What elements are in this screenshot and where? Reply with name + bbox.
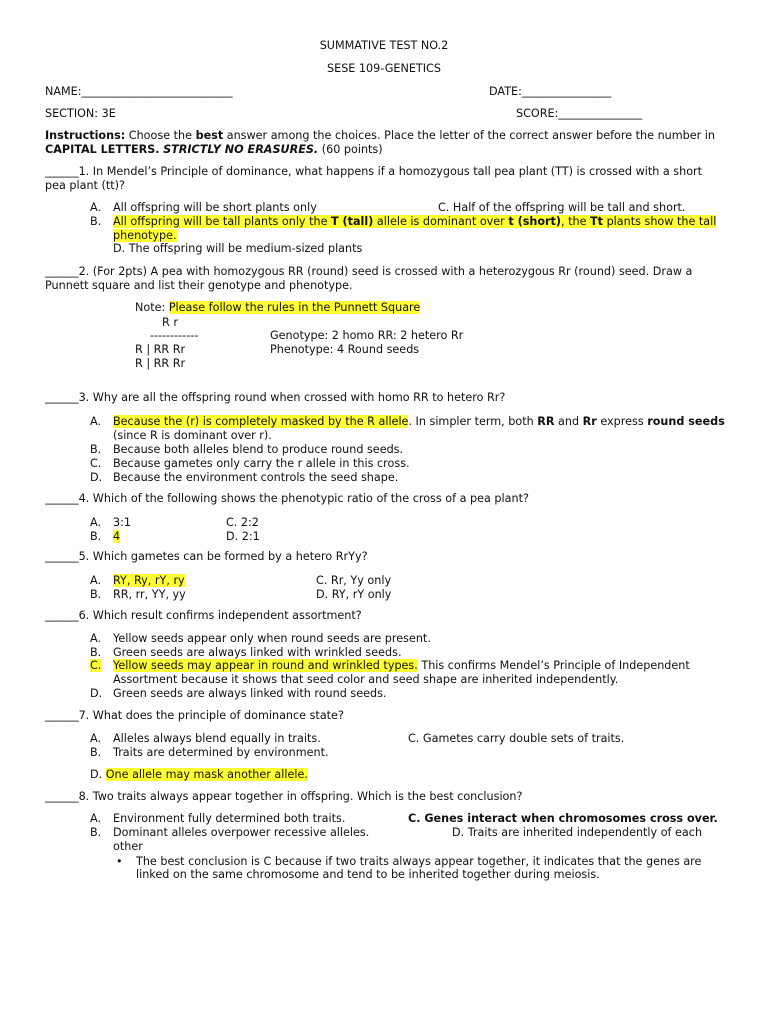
genotype-answer: Genotype: 2 homo RR: 2 hetero Rr [270, 329, 464, 342]
q6-stem: ______6. Which result confirms independent assortment? [45, 609, 362, 622]
q3-option-b-letter: B. [90, 443, 102, 456]
q4-option-d-text: D. 2:1 [226, 530, 260, 543]
q3-option-d-letter: D. [90, 471, 103, 484]
q6-option-b-text: Green seeds are always linked with wrinkled seeds. [113, 646, 402, 659]
q8-explanation-line-2: linked on the same chromosome and tend to be inherited together during meiosis. [136, 868, 600, 881]
punnett-divider: ------------ [150, 329, 199, 342]
q1-option-c-text: C. Half of the offspring will be tall and short. [438, 201, 686, 214]
q1-option-a-text: All offspring will be short plants only [113, 201, 317, 214]
q1-stem-line-1: ______1. In Mendel’s Principle of dominance, what happens if a homozygous tall pea plant (TT) is crossed with a short [45, 165, 703, 178]
instructions-label: Instructions: [45, 129, 126, 142]
q6-option-d-letter: D. [90, 687, 103, 700]
q3-option-a-cont: (since R is dominant over r). [113, 429, 272, 442]
q7-option-c-text: C. Gametes carry double sets of traits. [408, 732, 625, 745]
section-label: SECTION: 3E [45, 107, 116, 120]
q3-option-c-letter: C. [90, 457, 102, 470]
q1-option-b-answer: All offspring will be tall plants only the T (tall) allele is dominant over t (short), the Tt plants show the tall [113, 215, 717, 228]
score-field-label: SCORE:_______________ [516, 107, 643, 120]
q6-option-a-letter: A. [90, 632, 102, 645]
q4-option-c-text: C. 2:2 [226, 516, 259, 529]
q3-option-a-letter: A. [90, 415, 102, 428]
q5-option-d-text: D. RY, rY only [316, 588, 392, 601]
q1-option-b-letter: B. [90, 215, 102, 228]
test-title: SUMMATIVE TEST NO.2 [319, 39, 449, 52]
q7-option-b-letter: B. [90, 746, 102, 759]
q5-option-b-letter: B. [90, 588, 102, 601]
q5-option-a-answer: RY, Ry, rY, ry [113, 574, 185, 587]
q2-note-highlight: Please follow the rules in the Punnett Square [168, 301, 421, 314]
q8-option-a-text: Environment fully determined both traits. [113, 812, 346, 825]
punnett-row-1: R | RR Rr [135, 343, 186, 356]
q3-stem: ______3. Why are all the offspring round when crossed with homo RR to hetero Rr? [45, 391, 506, 404]
q4-option-a-text: 3:1 [113, 516, 132, 529]
q4-option-a-letter: A. [90, 516, 102, 529]
q7-option-a-letter: A. [90, 732, 102, 745]
q1-option-a-letter: A. [90, 201, 102, 214]
q6-option-d-text: Green seeds are always linked with round seeds. [113, 687, 387, 700]
q8-option-c-text: C. Genes interact when chromosomes cross over. [408, 812, 718, 825]
q8-option-d-cont: other [113, 840, 143, 853]
q6-option-c-letter: C. [90, 659, 102, 672]
bullet-icon: • [116, 855, 123, 868]
q6-option-a-text: Yellow seeds appear only when round seeds are present. [113, 632, 431, 645]
q1-option-b-answer-cont: phenotype. [113, 229, 177, 242]
q2-note: Note: Please follow the rules in the Punnett Square [135, 301, 421, 314]
q1-stem-line-2: pea plant (tt)? [45, 179, 125, 192]
instructions-line-1: Instructions: Choose the best answer among the choices. Place the letter of the correct answer before the number in [45, 129, 715, 142]
q4-option-b-letter: B. [90, 530, 102, 543]
q5-option-a-letter: A. [90, 574, 102, 587]
q7-option-d-answer: D. One allele may mask another allele. [90, 768, 308, 781]
instructions-line-2: CAPITAL LETTERS. STRICTLY NO ERASURES. (60 points) [45, 143, 383, 156]
course-title: SESE 109-GENETICS [327, 62, 441, 75]
q4-option-b-answer: 4 [113, 530, 121, 543]
q2-stem-line-2: Punnett square and list their genotype and phenotype. [45, 279, 353, 292]
q5-option-c-text: C. Rr, Yy only [316, 574, 392, 587]
q8-stem: ______8. Two traits always appear together in offspring. Which is the best conclusion? [45, 790, 523, 803]
name-field-label: NAME:___________________________ [45, 85, 233, 98]
punnett-header: R r [162, 316, 178, 329]
phenotype-answer: Phenotype: 4 Round seeds [270, 343, 420, 356]
q8-option-b-letter: B. [90, 826, 102, 839]
q7-option-a-text: Alleles always blend equally in traits. [113, 732, 321, 745]
q8-option-a-letter: A. [90, 812, 102, 825]
q3-option-c-text: Because gametes only carry the r allele in this cross. [113, 457, 410, 470]
q1-option-d-text: D. The offspring will be medium-sized plants [113, 242, 363, 255]
q2-stem-line-1: ______2. (For 2pts) A pea with homozygous RR (round) seed is crossed with a heterozygous Rr (round) seed. Draw a [45, 265, 693, 278]
q7-stem: ______7. What does the principle of dominance state? [45, 709, 344, 722]
q8-option-b-text: Dominant alleles overpower recessive alleles. [113, 826, 370, 839]
q6-option-c-answer: Yellow seeds may appear in round and wrinkled types. This confirms Mendel’s Principle of Independent [113, 659, 690, 672]
q3-option-a-answer: Because the (r) is completely masked by the R allele. In simpler term, both RR and Rr express round seeds [113, 415, 725, 428]
q3-option-d-text: Because the environment controls the seed shape. [113, 471, 399, 484]
q8-explanation-line-1: The best conclusion is C because if two traits always appear together, it indicates that the genes are [136, 855, 702, 868]
date-field-label: DATE:________________ [489, 85, 612, 98]
q4-stem: ______4. Which of the following shows the phenotypic ratio of the cross of a pea plant? [45, 492, 529, 505]
q6-option-b-letter: B. [90, 646, 102, 659]
q8-option-d-text: D. Traits are inherited independently of each [452, 826, 703, 839]
q6-option-c-cont: Assortment because it shows that seed color and seed shape are inherited independently. [113, 673, 619, 686]
q7-option-b-text: Traits are determined by environment. [113, 746, 329, 759]
punnett-row-2: R | RR Rr [135, 357, 186, 370]
q3-option-b-text: Because both alleles blend to produce round seeds. [113, 443, 404, 456]
q5-stem: ______5. Which gametes can be formed by a hetero RrYy? [45, 550, 368, 563]
q5-option-b-text: RR, rr, YY, yy [113, 588, 186, 601]
